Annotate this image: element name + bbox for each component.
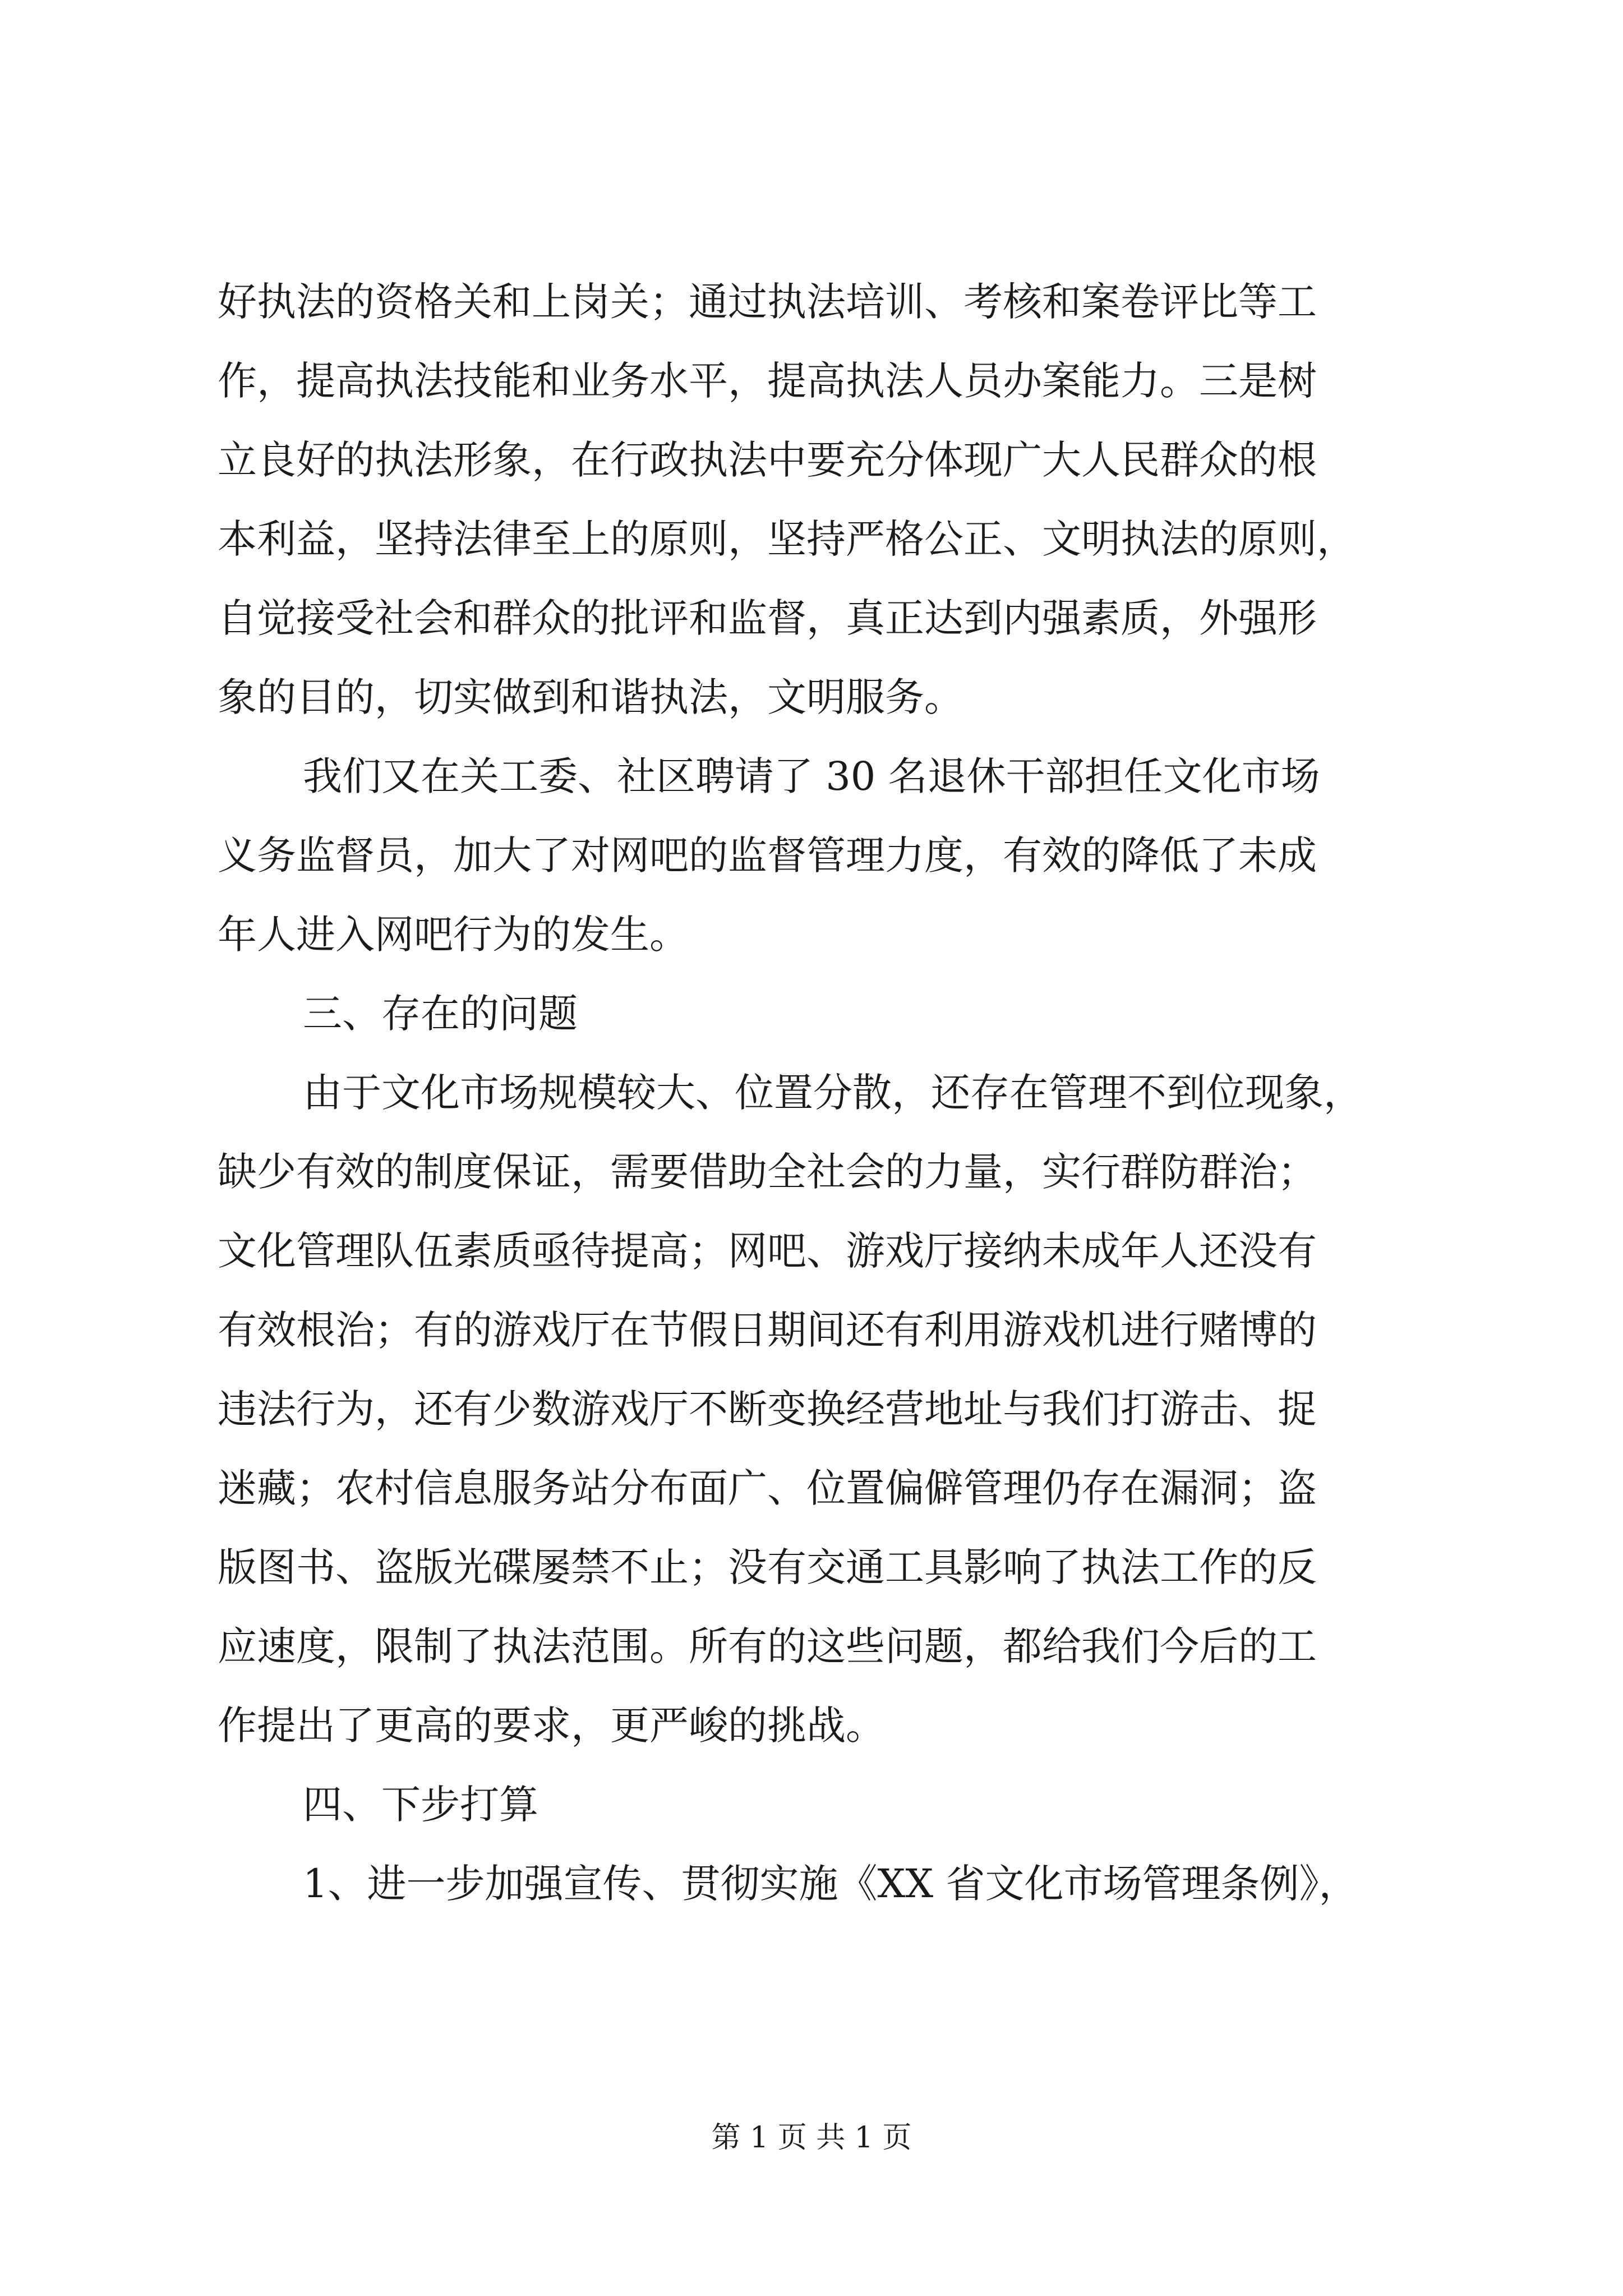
text-line: 版图书、盗版光碟屡禁不止；没有交通工具影响了执法工作的反 bbox=[218, 1544, 1317, 1590]
text-line: 年人进入网吧行为的发生。 bbox=[218, 912, 689, 958]
section-heading: 三、存在的问题 bbox=[303, 991, 578, 1037]
text-line: 缺少有效的制度保证，需要借助全社会的力量，实行群防群治； bbox=[218, 1149, 1317, 1195]
paragraph-first-line: 我们又在关工委、社区聘请了 30 名退休干部担任文化市场 bbox=[303, 753, 1320, 799]
text-line: 象的目的，切实做到和谐执法，文明服务。 bbox=[218, 674, 963, 720]
page-footer: 第 1 页 共 1 页 bbox=[711, 2121, 912, 2155]
text-line: 应速度，限制了执法范围。所有的这些问题，都给我们今后的工 bbox=[218, 1623, 1317, 1669]
paragraph-first-line: 由于文化市场规模较大、位置分散，还存在管理不到位现象， bbox=[303, 1070, 1363, 1116]
text-line: 文化管理队伍素质亟待提高；网吧、游戏厅接纳未成年人还没有 bbox=[218, 1228, 1317, 1274]
text-line: 迷藏；农村信息服务站分布面广、位置偏僻管理仍存在漏洞；盗 bbox=[218, 1465, 1317, 1511]
text-line: 立良好的执法形象，在行政执法中要充分体现广大人民群众的根 bbox=[218, 437, 1317, 483]
section-heading: 四、下步打算 bbox=[303, 1782, 538, 1828]
text-line: 违法行为，还有少数游戏厅不断变换经营地址与我们打游击、捉 bbox=[218, 1386, 1317, 1432]
text-line: 作提出了更高的要求，更严峻的挑战。 bbox=[218, 1703, 885, 1749]
paragraph-first-line: 1、进一步加强宣传、贯彻实施《XX 省文化市场管理条例》， bbox=[303, 1861, 1358, 1907]
text-line: 有效根治；有的游戏厅在节假日期间还有利用游戏机进行赌博的 bbox=[218, 1307, 1317, 1353]
text-line: 好执法的资格关和上岗关；通过执法培训、考核和案卷评比等工 bbox=[218, 279, 1317, 325]
text-line: 本利益，坚持法律至上的原则，坚持严格公正、文明执法的原则， bbox=[218, 516, 1356, 562]
text-line: 自觉接受社会和群众的批评和监督，真正达到内强素质，外强形 bbox=[218, 595, 1317, 641]
text-line: 作，提高执法技能和业务水平，提高执法人员办案能力。三是树 bbox=[218, 358, 1317, 404]
text-line: 义务监督员，加大了对网吧的监督管理力度，有效的降低了未成 bbox=[218, 832, 1317, 878]
document-body bbox=[218, 263, 1418, 1924]
